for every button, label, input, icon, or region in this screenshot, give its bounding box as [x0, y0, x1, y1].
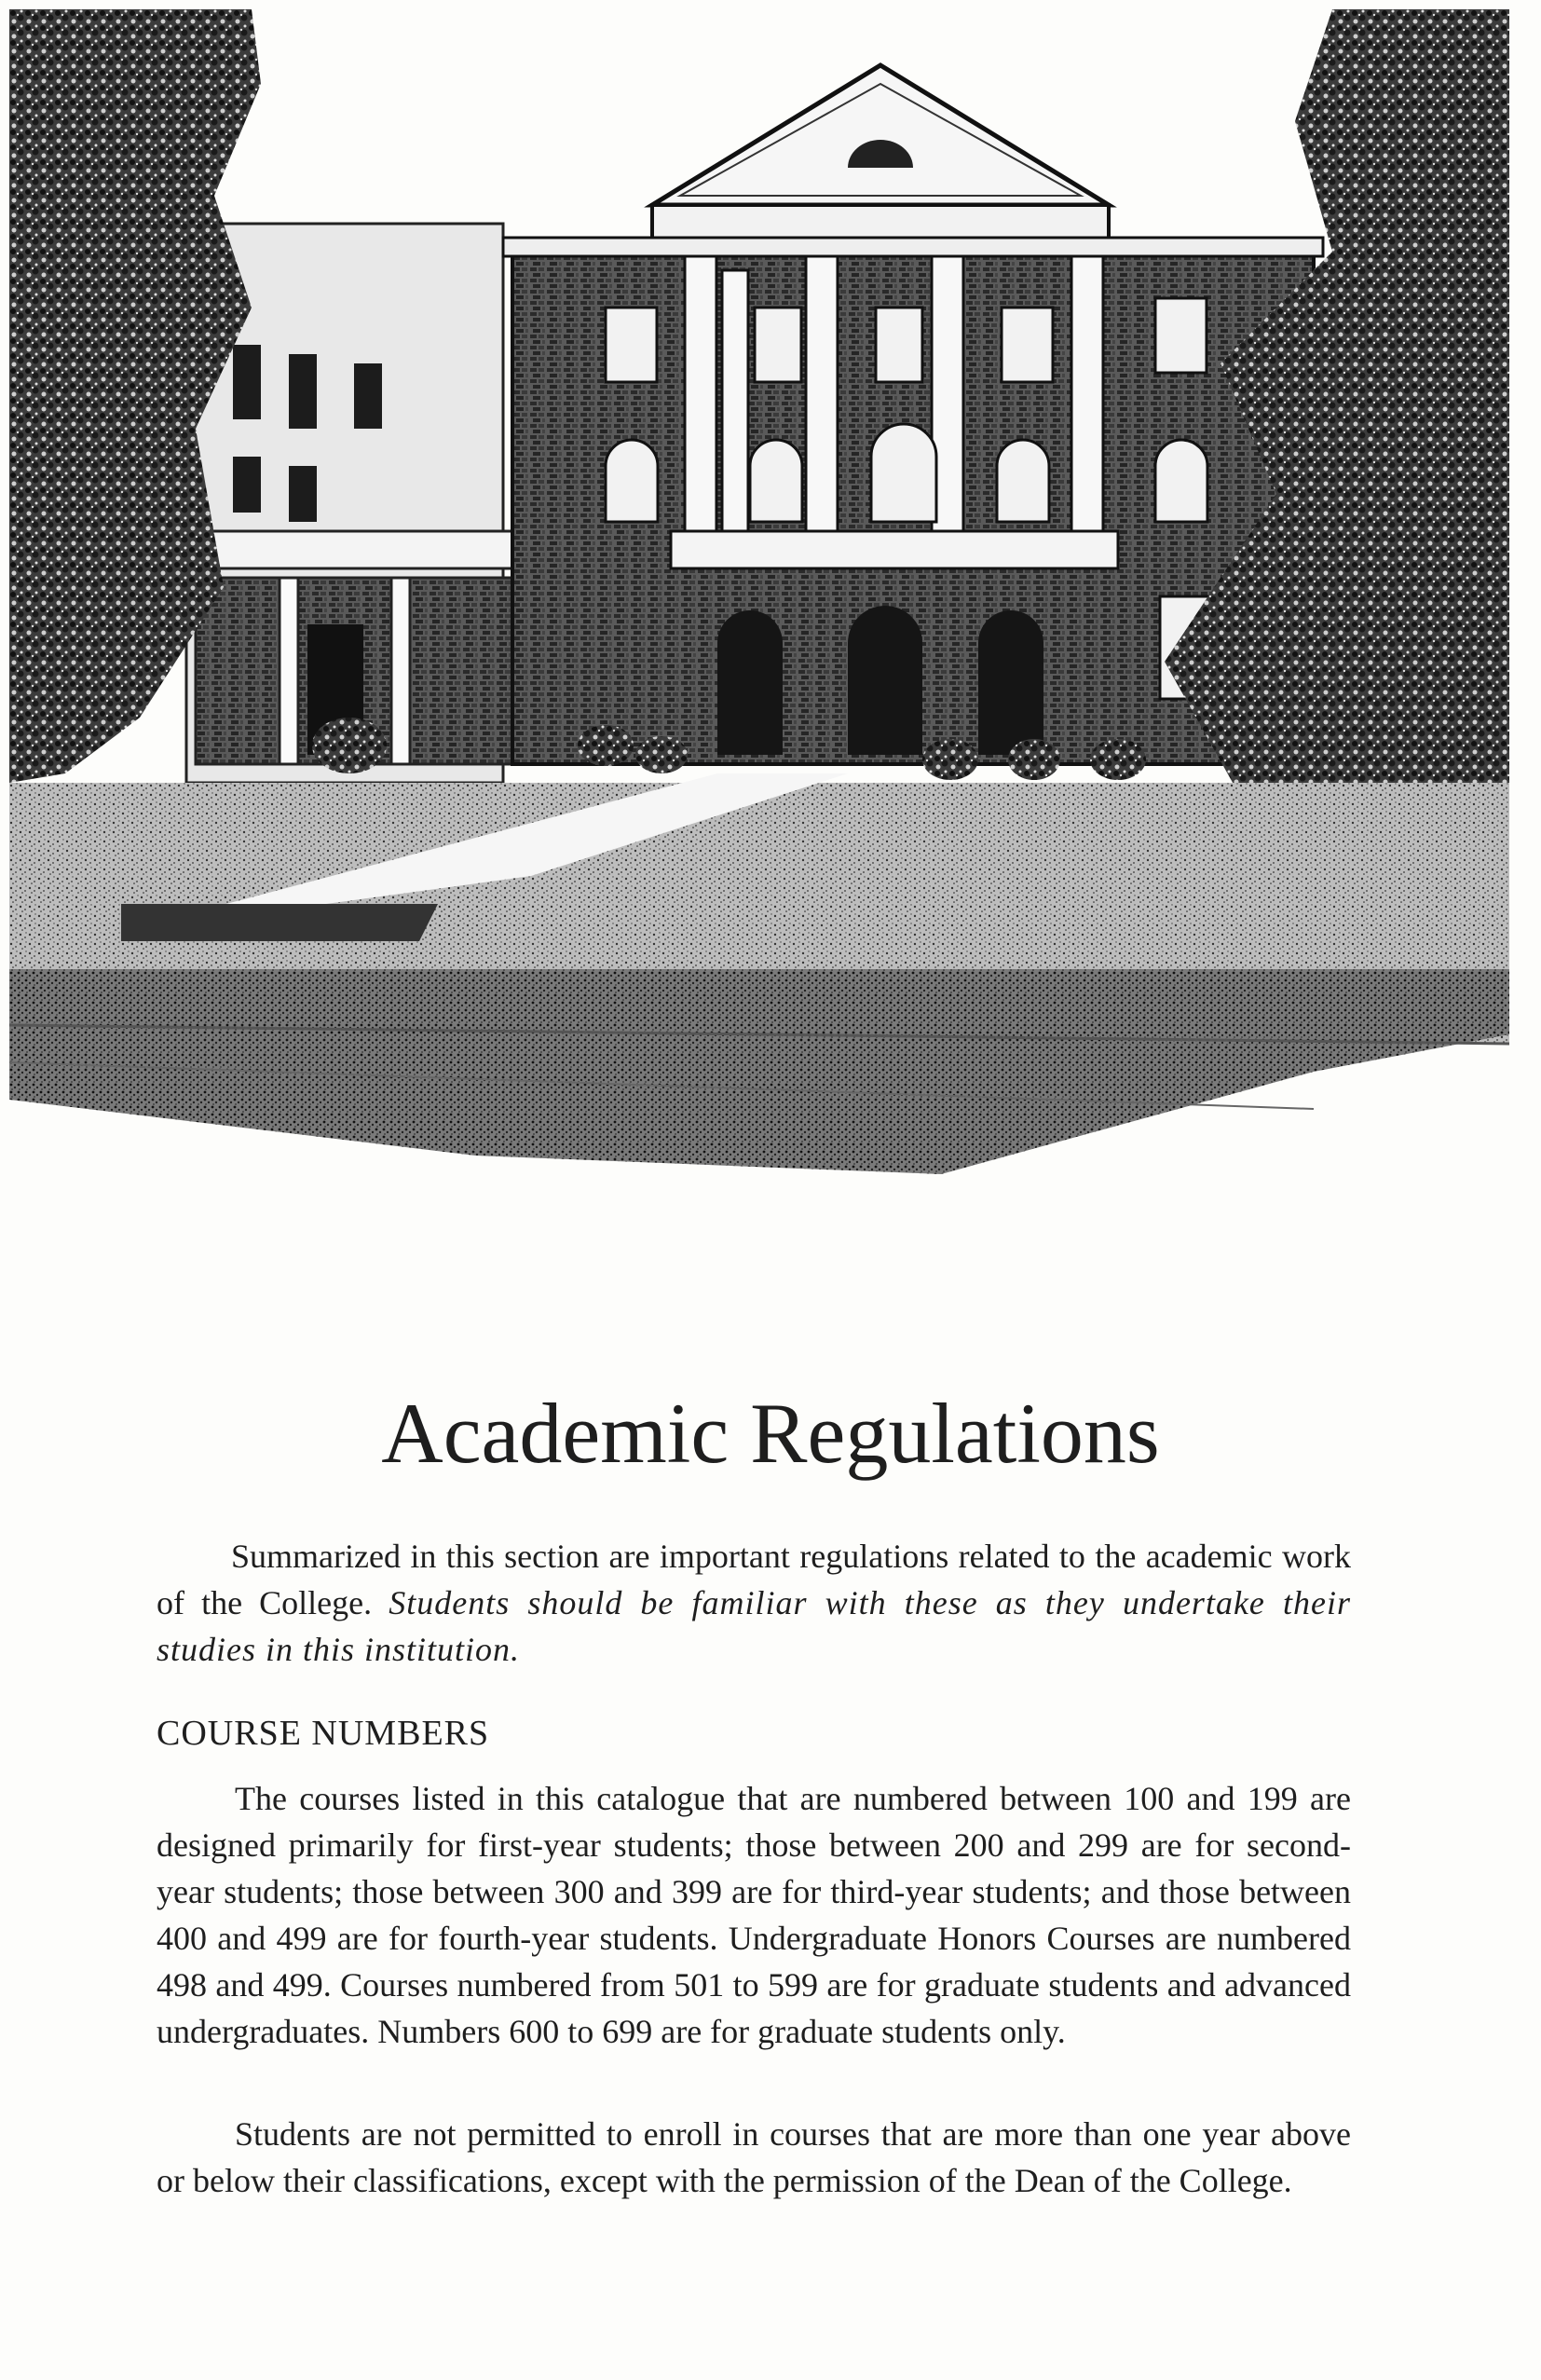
- building-illustration: [9, 9, 1509, 1202]
- section-heading: COURSE NUMBERS: [157, 1714, 490, 1753]
- course-numbers-paragraph: [157, 1775, 1351, 2055]
- enrollment-rule-paragraph: [157, 2111, 1351, 2204]
- intro-text: Summarized in this section are important regulations related to the academic work of the College.: [157, 1538, 1351, 1621]
- intro-emphasis: Students should be familiar with these as they undertake their studies in this institution.: [157, 1584, 1351, 1668]
- page-title: Academic Regulations: [381, 1386, 1160, 1481]
- paragraph-text: Students are not permitted to enroll in courses that are more than one year above or below their classifications, except with the permission of the Dean of the College.: [157, 2115, 1351, 2199]
- paragraph-text: The courses listed in this catalogue that are numbered between 100 and 199 are designed primarily for first-year students; those between 200 and 299 are for second-year students; those between 300 and 399 are for third-year students; and those between 400 and 499 are for fourth-year students. Undergraduate Honors Courses are numbered 498 and 499. Courses numbered from 501 to 599 are for graduate students and advanced undergraduates. Numbers 600 to 699 are for graduate students only.: [157, 1780, 1351, 2050]
- intro-paragraph: [157, 1533, 1351, 1673]
